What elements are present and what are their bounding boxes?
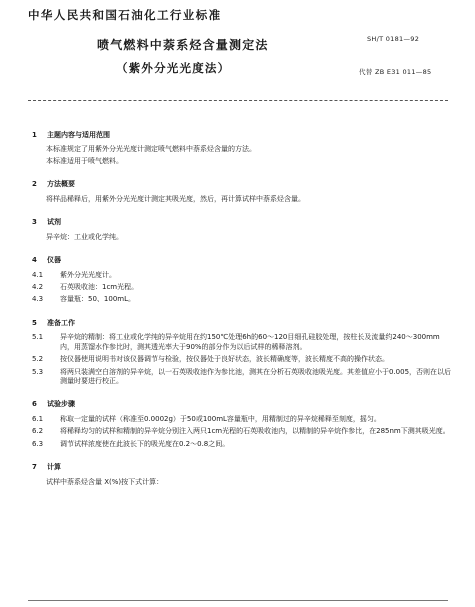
list-item: 5.3 将两只装满空白溶剂的异辛烷，以一石英吸收池作为参比池，测其在分析石英吸收池吸光度。其差值应小于0.005，否则在以后测量时要进行校正。 xyxy=(32,367,452,385)
list-item: 6.3 调节试样浓度使在此波长下的吸光度在0.2～0.8之间。 xyxy=(32,439,230,448)
paragraph: 异辛烷：工业或化学纯。 xyxy=(46,232,123,241)
footer-rule xyxy=(28,600,448,601)
list-item: 6.1 称取一定量的试样（称准至0.0002g）于50或100mL容量瓶中，用精制过的异辛烷稀释至刻度，摇匀。 xyxy=(32,414,381,423)
replaced-standard-code: 代替 ZB E31 011—85 xyxy=(359,68,432,76)
issuing-organization: 中华人民共和国石油化工行业标准 xyxy=(28,8,222,22)
paragraph: 将样品稀释后，用紫外分光光度计测定其吸光度，然后，再计算试样中萘系烃含量。 xyxy=(46,194,305,203)
paragraph: 本标准规定了用紫外分光光度计测定喷气燃料中萘系烃含量的方法。 xyxy=(46,145,256,154)
list-item: 4.2 石英吸收池：1cm光程。 xyxy=(32,282,139,291)
section-heading: 1 主题内容与适用范围 xyxy=(32,131,110,139)
document-subtitle: （紫外分光光度法） xyxy=(116,61,231,75)
list-item: 6.2 将稀释均匀的试样和精制的异辛烷分别注入两只1cm光程的石英吸收池内，以精制的异辛烷作参比，在285nm下测其吸光度。 xyxy=(32,427,450,436)
standard-code: SH/T 0181—92 xyxy=(367,35,420,43)
section-heading: 6 试验步骤 xyxy=(32,400,75,409)
section-heading: 2 方法概要 xyxy=(32,180,75,189)
section-heading: 4 仪器 xyxy=(32,256,61,265)
section-heading: 5 准备工作 xyxy=(32,318,75,327)
paragraph: 试样中萘系烃含量 X(%)按下式计算： xyxy=(46,477,164,486)
paragraph: 本标准适用于喷气燃料。 xyxy=(46,156,123,165)
list-item: 4.3 容量瓶：50、100mL。 xyxy=(32,295,135,304)
section-heading: 7 计算 xyxy=(32,463,61,472)
document-body xyxy=(32,131,452,487)
header-divider xyxy=(28,100,448,101)
list-item: 5.1 异辛烷的精制：将工业或化学纯的异辛烷用在约150℃处理6h的60～120目细孔硅胶处理，按柱长及流量约240～300mm内，用蒸馏水作参比时，测其透光率大于90%的部分作为以后试样的稀释溶剂。 xyxy=(32,333,440,351)
document-title: 喷气燃料中萘系烃含量测定法 xyxy=(97,38,269,52)
section-heading: 3 试剂 xyxy=(32,218,61,227)
list-item: 4.1 紫外分光光度计。 xyxy=(32,270,116,279)
list-item: 5.2 按仪器使用说明书对该仪器调节与检验，按仪器处于良好状态，波长精确度等，波长精度不高的操作状态。 xyxy=(32,355,389,364)
